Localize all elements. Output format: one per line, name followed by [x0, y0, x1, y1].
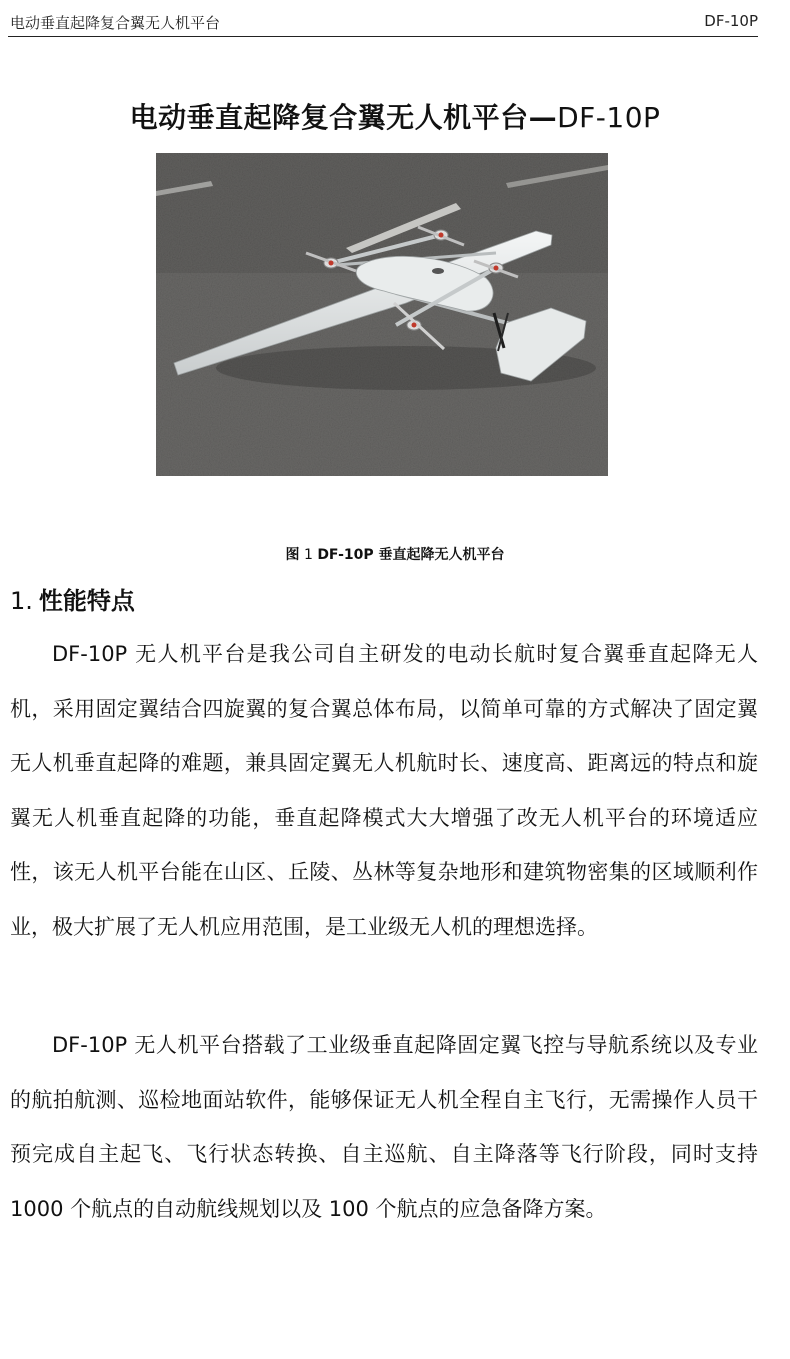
caption-number: 1 — [303, 547, 313, 563]
document-title — [0, 96, 790, 136]
caption-text: DF-10P 垂直起降无人机平台 — [317, 547, 505, 563]
title-model: DF-10P — [557, 101, 661, 134]
section-number: 1. — [10, 587, 33, 615]
figure-caption — [0, 544, 790, 564]
drone-photo — [156, 153, 608, 476]
section-title: 性能特点 — [38, 587, 135, 615]
header-left-title: 电动垂直起降复合翼无人机平台 — [10, 14, 221, 32]
caption-label: 图 — [285, 547, 300, 563]
title-chinese: 电动垂直起降复合翼无人机平台— — [129, 101, 558, 134]
section-heading — [10, 581, 135, 616]
running-header — [8, 0, 758, 37]
paragraph-flight-control: DF-10P 无人机平台搭载了工业级垂直起降固定翼飞控与导航系统以及专业的航拍航测、巡检地面站软件，能够保证无人机全程自主飞行，无需操作人员干预完成自主起飞、飞行状态转换、自主巡航、自主降落等飞行阶段，同时支持 1000 个航点的自动航线规划以及 100 个航点的应急备降方案。 — [10, 1033, 758, 1221]
paragraph-overview: DF-10P 无人机平台是我公司自主研发的电动长航时复合翼垂直起降无人机，采用固定翼结合四旋翼的复合翼总体布局，以简单可靠的方式解决了固定翼无人机垂直起降的难题，兼具固定翼无人机航时长、速度高、距离远的特点和旋翼无人机垂直起降的功能，垂直起降模式大大增强了改无人机平台的环境适应性，该无人机平台能在山区、丘陵、丛林等复杂地形和建筑物密集的区域顺利作业，极大扩展了无人机应用范围，是工业级无人机的理想选择。 — [10, 642, 758, 939]
header-model-code: DF-10P — [704, 12, 758, 30]
